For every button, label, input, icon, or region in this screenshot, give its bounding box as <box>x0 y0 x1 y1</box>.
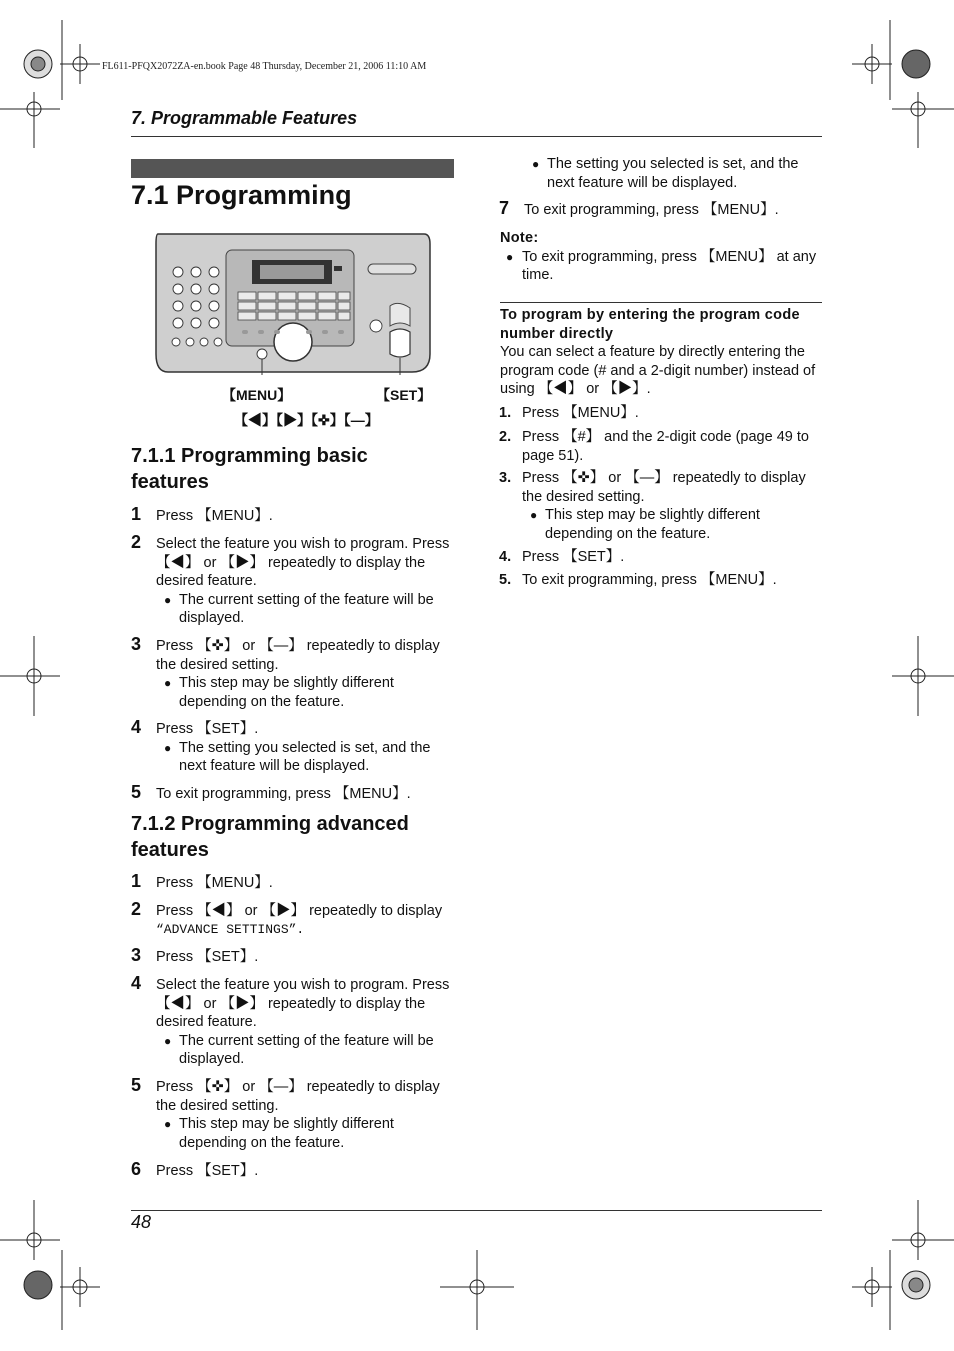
basic-step-3: 3 Press 【✜】 or 【—】 repeatedly to display the desired setting. ● This step may be slightly different depending on the feature. <box>156 637 452 711</box>
page-number: 48 <box>131 1212 152 1232</box>
footer-rule <box>131 1210 822 1211</box>
menu-button-label: 【MENU】 <box>222 387 292 403</box>
control-panel-figure <box>154 230 432 375</box>
file-header: FL611-PFQX2072ZA-en.book Page 48 Thursday, December 21, 2006 11:10 AM <box>102 61 427 72</box>
basic-features-heading: 7.1.1 Programming basic features <box>131 445 368 493</box>
section-bar <box>131 159 454 178</box>
bullet-item: ● The setting you selected is set, and the next feature will be displayed. <box>532 156 799 191</box>
code-step-2: 2. Press 【#】 and the 2-digit code (page 49 to page 51). <box>499 429 809 464</box>
advanced-step-4: 4 Select the feature you wish to program. Press 【◀】 or 【▶】 repeatedly to display the desired feature. ● The current setting of the feature will be displayed. <box>156 976 452 1069</box>
bullet-item: ● To exit programming, press 【MENU】 at any time. <box>506 248 817 283</box>
note-block: Note: ● To exit programming, press 【MENU】 at any time. <box>500 229 820 285</box>
advanced-step-6: 6 Press 【SET】. <box>131 1159 259 1179</box>
code-step-1: 1. Press 【MENU】. <box>499 405 639 421</box>
bullet-item: ● This step may be slightly different depending on the feature. <box>530 507 760 542</box>
advanced-step-1: 1 Press 【MENU】. <box>131 871 273 891</box>
bullet-item: ● This step may be slightly different depending on the feature. <box>164 1116 394 1151</box>
set-button-label: 【SET】 <box>376 387 432 403</box>
subsection-rule <box>500 302 822 303</box>
section-title: 7.1 Programming <box>131 180 352 210</box>
fax-panel-illustration <box>154 230 432 375</box>
bullet-item: ● This step may be slightly different depending on the feature. <box>164 675 394 710</box>
advanced-features-heading: 7.1.2 Programming advanced features <box>131 813 409 861</box>
continued-bullet <box>524 155 820 192</box>
bullet-item: ● The setting you selected is set, and the next feature will be displayed. <box>164 739 431 774</box>
basic-step-4: 4 Press 【SET】. ● The setting you selected is set, and the next feature will be displayed. <box>156 720 452 776</box>
advanced-step-5: 5 Press 【✜】 or 【—】 repeatedly to display the desired setting. ● This step may be slightly different depending on the feature. <box>156 1078 452 1152</box>
basic-step-7: 7 To exit programming, press 【MENU】. <box>499 198 779 218</box>
chapter-title: 7. Programmable Features <box>131 108 358 128</box>
code-step-3: 3. Press 【✜】 or 【—】 repeatedly to display the desired setting. ● This step may be slightly different depending on the feature. <box>522 469 820 543</box>
advanced-step-2: 2 Press 【◀】 or 【▶】 repeatedly to display “ADVANCE SETTINGS”. <box>131 899 443 937</box>
code-step-4: 4. Press 【SET】. <box>499 549 625 565</box>
bullet-item: ● The current setting of the feature will be displayed. <box>164 591 434 626</box>
basic-step-5: 5 To exit programming, press 【MENU】. <box>131 782 411 802</box>
basic-step-1: 1 Press 【MENU】. <box>131 504 273 524</box>
code-step-5: 5. To exit programming, press 【MENU】. <box>499 572 777 588</box>
header-rule <box>131 136 822 137</box>
basic-step-2: 2 Select the feature you wish to program. Press 【◀】 or 【▶】 repeatedly to display the desired feature. ● The current setting of the feature will be displayed. <box>156 535 452 628</box>
program-code-section: To program by entering the program code number directly You can select a feature by directly entering the program code (# and a 2-digit number) instead of using 【◀】 or 【▶】. <box>500 307 816 397</box>
navigator-keys-label: 【◀】【▶】【✜】【—】 <box>234 412 379 428</box>
bullet-item: ● The current setting of the feature will be displayed. <box>164 1032 434 1067</box>
advanced-step-3: 3 Press 【SET】. <box>131 945 259 965</box>
